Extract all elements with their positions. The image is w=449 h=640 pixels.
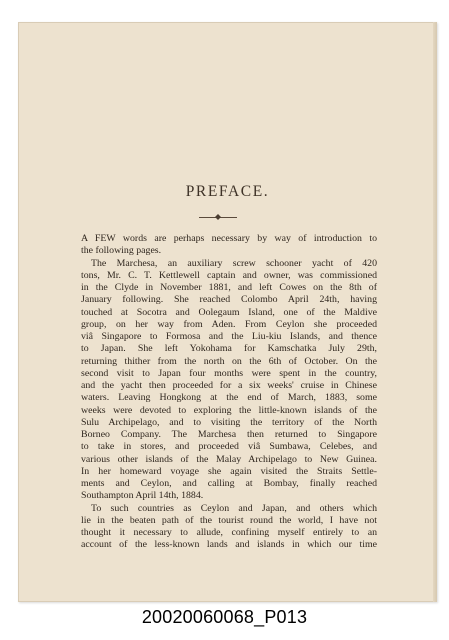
text-line: Borneo Company. The Marchesa then returned to Singapore xyxy=(81,429,377,440)
text-line: and the yacht then proceeded for a six weeks' cruise in Chinese xyxy=(81,380,377,391)
text-line: group, on her way from Aden. From Ceylon she proceeded xyxy=(81,318,377,330)
text-line: second visit to Japan four months were spent in the country, xyxy=(81,367,377,379)
text-line: touched at Socotra and Oolegaum Island, one of the Maldive xyxy=(81,306,377,318)
text-line: returning thither from the north on the 6th of October. On the xyxy=(81,355,377,367)
text-line: In her homeward voyage she again visited the Straits Settle- xyxy=(81,465,377,477)
text-line: Sulu Archipelago, and to visiting the territory of the North xyxy=(81,416,377,428)
book-page xyxy=(18,22,437,602)
text-line: January following. She reached Colombo April 24th, having xyxy=(81,294,377,306)
text-line: Southampton April 14th, 1884. xyxy=(81,490,204,502)
text-line: ments and Ceylon, and calling at Bombay, finally reached xyxy=(81,478,377,489)
text-line: thought it necessary to allude, confining myself entirely to an xyxy=(81,527,377,538)
text-line: account of the less-known lands and islands in which our time xyxy=(81,539,377,551)
page-edge xyxy=(433,22,437,602)
image-id-label: 20020060068_P013 xyxy=(141,607,308,627)
text-line: to take in stores, and proceeded viâ Sumbawa, Celebes, and xyxy=(81,441,377,453)
text-line: waters. Leaving Hongkong at the end of March, 1883, some xyxy=(81,392,377,404)
text-line: To such countries as Ceylon and Japan, and others which xyxy=(91,502,377,514)
text-line: The Marchesa, an auxiliary screw schooner yacht of 420 xyxy=(91,257,377,269)
text-line: in the Clyde in November 1881, and left Cowes on the 8th of xyxy=(81,282,377,293)
title-ornament xyxy=(199,214,237,220)
text-line: tons, Mr. C. T. Kettlewell captain and owner, was commissioned xyxy=(81,269,377,281)
text-line: weeks were devoted to exploring the little-known islands of the xyxy=(81,404,377,416)
ornament-diamond xyxy=(215,214,221,220)
text-line: various other islands of the Malay Archipelago to New Guinea. xyxy=(81,453,377,465)
preface-body xyxy=(81,233,377,552)
page-title: PREFACE. xyxy=(185,183,270,200)
text-line: A FEW words are perhaps necessary by way of introduction to xyxy=(81,233,377,244)
text-line: the following pages. xyxy=(81,245,162,257)
text-line: lie in the beaten path of the tourist round the world, I have not xyxy=(81,514,377,526)
text-line: to Japan. She left Yokohama for Kamschatka July 29th, xyxy=(81,343,377,355)
text-line: viâ Singapore to Formosa and the Liu-kiu Islands, and thence xyxy=(81,331,377,342)
